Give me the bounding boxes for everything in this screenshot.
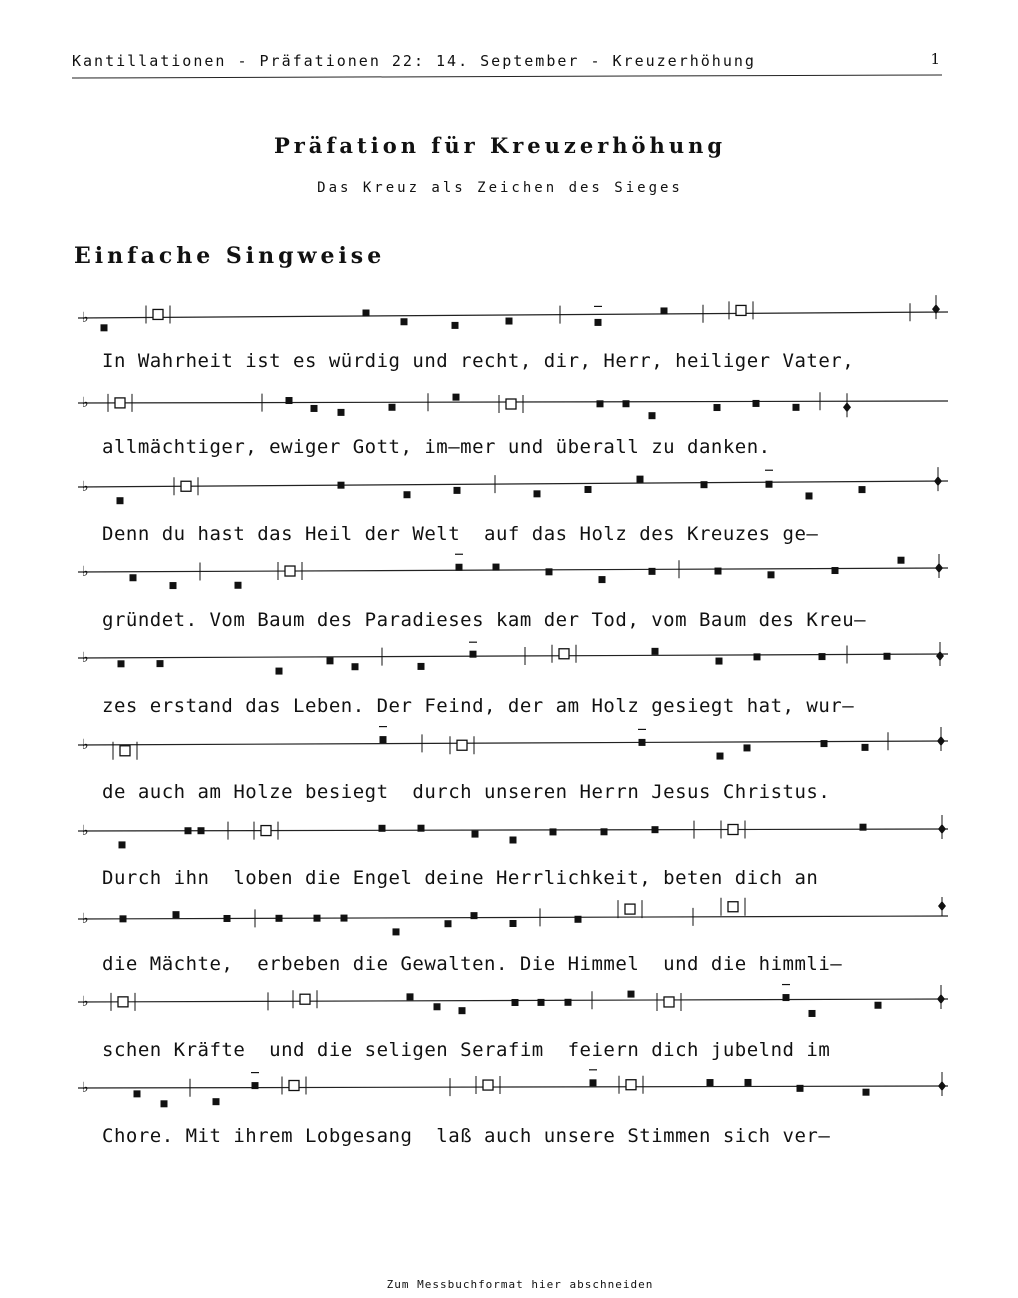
chant-staff-5 <box>0 638 1018 688</box>
neume-punctum <box>575 916 582 923</box>
neume-punctum <box>597 400 604 407</box>
neume-punctum <box>862 744 869 751</box>
neume-punctum <box>252 1082 259 1089</box>
neume-punctum <box>863 1089 870 1096</box>
neume-punctum <box>418 663 425 670</box>
neume-punctum <box>768 571 775 578</box>
reciting-tone-box <box>721 898 745 916</box>
neume-punctum <box>701 481 708 488</box>
neume-punctum <box>717 753 724 760</box>
neume-punctum <box>601 828 608 835</box>
reciting-tone-box <box>618 900 642 918</box>
neume-punctum <box>119 841 126 848</box>
neume-punctum <box>637 476 644 483</box>
neume-punctum <box>470 651 477 658</box>
staff-line <box>78 1086 948 1088</box>
chant-staff-1 <box>0 290 1018 340</box>
neume-punctum <box>445 920 452 927</box>
neume-punctum <box>585 486 592 493</box>
neume-punctum <box>809 1010 816 1017</box>
neume-punctum <box>363 310 370 317</box>
neume-punctum <box>806 492 813 499</box>
staff-line <box>78 829 948 831</box>
neume-punctum <box>714 404 721 411</box>
neume-punctum <box>595 319 602 326</box>
final-note-diamond <box>932 295 940 319</box>
reciting-tone-box <box>552 645 576 663</box>
lyric-line-9: schen Kräfte und die seligen Serafim feiern dich jubelnd im <box>102 1039 831 1061</box>
neume-punctum <box>235 582 242 589</box>
reciting-tone-box <box>729 301 753 319</box>
chant-staff-10 <box>0 1068 1018 1118</box>
chant-staff-8 <box>0 897 1018 947</box>
neume-punctum <box>797 1085 804 1092</box>
lyric-line-4: gründet. Vom Baum des Paradieses kam der Tod, vom Baum des Kreu— <box>102 609 867 631</box>
neume-punctum <box>754 653 761 660</box>
section-heading: Einfache Singweise <box>74 243 386 269</box>
neume-punctum <box>456 564 463 571</box>
running-title: Kantillationen - Präfationen 22: 14. September - Kreuzerhöhung <box>72 52 756 70</box>
chant-staff-7 <box>0 811 1018 861</box>
neume-punctum <box>639 739 646 746</box>
lyric-line-5: zes erstand das Leben. Der Feind, der am Holz gesiegt hat, wur— <box>102 695 855 717</box>
neume-punctum <box>766 481 773 488</box>
flat-clef-icon: ♭ <box>82 994 89 1010</box>
neume-punctum <box>161 1100 168 1107</box>
neume-punctum <box>715 568 722 575</box>
neume-punctum <box>338 409 345 416</box>
neume-punctum <box>418 825 425 832</box>
neume-punctum <box>407 993 414 1000</box>
neume-punctum <box>404 491 411 498</box>
staff-line <box>78 568 948 572</box>
reciting-tone-box <box>657 993 681 1011</box>
neume-punctum <box>753 400 760 407</box>
neume-punctum <box>311 405 318 412</box>
neume-punctum <box>213 1098 220 1105</box>
neume-punctum <box>276 915 283 922</box>
reciting-tone-box <box>476 1076 500 1094</box>
reciting-tone-box <box>282 1077 306 1095</box>
neume-punctum <box>819 653 826 660</box>
neume-punctum <box>565 999 572 1006</box>
flat-clef-icon: ♭ <box>82 395 89 411</box>
neume-punctum <box>512 999 519 1006</box>
reciting-tone-box <box>450 736 474 754</box>
neume-punctum <box>471 912 478 919</box>
neume-punctum <box>459 1007 466 1014</box>
neume-punctum <box>224 915 231 922</box>
neume-punctum <box>745 1079 752 1086</box>
neume-punctum <box>454 487 461 494</box>
neume-punctum <box>510 837 517 844</box>
final-note-diamond <box>938 815 946 839</box>
page-title: Präfation für Kreuzerhöhung <box>273 133 727 158</box>
neume-punctum <box>538 999 545 1006</box>
neume-punctum <box>875 1002 882 1009</box>
neume-punctum <box>832 567 839 574</box>
neume-punctum <box>623 400 630 407</box>
lyric-line-8: die Mächte, erbeben die Gewalten. Die Himmel und die himmli— <box>102 953 843 975</box>
final-note-diamond <box>934 467 942 491</box>
neume-punctum <box>859 486 866 493</box>
flat-clef-icon: ♭ <box>82 1080 89 1096</box>
neume-punctum <box>276 668 283 675</box>
chant-staff-2 <box>0 383 1018 433</box>
final-note-diamond <box>938 897 946 916</box>
final-note-diamond <box>938 1072 946 1096</box>
staff-line <box>78 654 948 658</box>
chant-staff-4 <box>0 552 1018 602</box>
neume-punctum <box>884 653 891 660</box>
neume-punctum <box>341 915 348 922</box>
page-subtitle: Das Kreuz als Zeichen des Sieges <box>317 180 683 196</box>
neume-punctum <box>472 831 479 838</box>
lyric-line-3: Denn du hast das Heil der Welt auf das Holz des Kreuzes ge— <box>102 523 819 545</box>
neume-punctum <box>707 1079 714 1086</box>
flat-clef-icon: ♭ <box>82 564 89 580</box>
final-note-diamond <box>935 554 943 578</box>
neume-punctum <box>821 740 828 747</box>
staff-line <box>78 916 948 919</box>
final-note-diamond <box>937 727 945 751</box>
neume-punctum <box>379 825 386 832</box>
neume-punctum <box>393 928 400 935</box>
neume-punctum <box>130 574 137 581</box>
neume-punctum <box>546 568 553 575</box>
final-note-diamond <box>937 985 945 1009</box>
flat-clef-icon: ♭ <box>82 310 89 326</box>
neume-punctum <box>118 660 125 667</box>
neume-punctum <box>134 1090 141 1097</box>
neume-punctum <box>652 648 659 655</box>
flat-clef-icon: ♭ <box>82 650 89 666</box>
staff-line <box>78 741 948 745</box>
neume-punctum <box>550 828 557 835</box>
reciting-tone-box <box>499 395 523 413</box>
neume-punctum <box>314 915 321 922</box>
neume-punctum <box>510 920 517 927</box>
neume-punctum <box>338 482 345 489</box>
chant-staff-3 <box>0 465 1018 515</box>
neume-punctum <box>493 564 500 571</box>
neume-punctum <box>170 582 177 589</box>
chant-staff-6 <box>0 725 1018 775</box>
neume-punctum <box>120 915 127 922</box>
staff-line <box>78 312 948 318</box>
neume-punctum <box>628 991 635 998</box>
lyric-line-7: Durch ihn loben die Engel deine Herrlichkeit, beten dich an <box>102 867 819 889</box>
flat-clef-icon: ♭ <box>82 911 89 927</box>
lyric-line-2: allmächtiger, ewiger Gott, im—mer und überall zu danken. <box>102 436 771 458</box>
flat-clef-icon: ♭ <box>82 737 89 753</box>
neume-punctum <box>453 394 460 401</box>
flat-clef-icon: ♭ <box>82 823 89 839</box>
neume-punctum <box>599 576 606 583</box>
staff-line <box>78 481 948 487</box>
neume-punctum <box>173 911 180 918</box>
neume-punctum <box>389 404 396 411</box>
neume-punctum <box>506 318 513 325</box>
lyric-line-10: Chore. Mit ihrem Lobgesang laß auch unsere Stimmen sich ver— <box>102 1125 831 1147</box>
flat-clef-icon: ♭ <box>82 479 89 495</box>
neume-punctum <box>534 490 541 497</box>
neume-punctum <box>652 826 659 833</box>
neume-punctum <box>452 322 459 329</box>
neume-punctum <box>590 1079 597 1086</box>
final-note-diamond <box>843 393 851 417</box>
neume-punctum <box>185 827 192 834</box>
neume-punctum <box>101 324 108 331</box>
neume-punctum <box>198 827 205 834</box>
reciting-tone-box <box>619 1076 643 1094</box>
neume-punctum <box>661 307 668 314</box>
neume-punctum <box>352 663 359 670</box>
neume-punctum <box>744 744 751 751</box>
reciting-tone-box <box>146 305 170 323</box>
neume-punctum <box>793 404 800 411</box>
lyric-line-1: In Wahrheit ist es würdig und recht, dir, Herr, heiliger Vater, <box>102 350 855 372</box>
lyric-line-6: de auch am Holze besiegt durch unseren Herrn Jesus Christus. <box>102 781 831 803</box>
neume-punctum <box>327 657 334 664</box>
neume-punctum <box>783 994 790 1001</box>
neume-punctum <box>401 318 408 325</box>
running-header <box>72 50 942 76</box>
reciting-tone-box <box>293 990 317 1008</box>
cut-line-note: Zum Messbuchformat hier abschneiden <box>386 1278 654 1291</box>
neume-punctum <box>157 660 164 667</box>
chant-staff-9 <box>0 982 1018 1032</box>
neume-punctum <box>860 824 867 831</box>
neume-punctum <box>117 497 124 504</box>
neume-punctum <box>286 397 293 404</box>
neume-punctum <box>898 557 905 564</box>
neume-punctum <box>716 658 723 665</box>
neume-punctum <box>380 736 387 743</box>
page-number: 1 <box>930 50 940 68</box>
neume-punctum <box>434 1003 441 1010</box>
neume-punctum <box>649 568 656 575</box>
neume-punctum <box>649 412 656 419</box>
